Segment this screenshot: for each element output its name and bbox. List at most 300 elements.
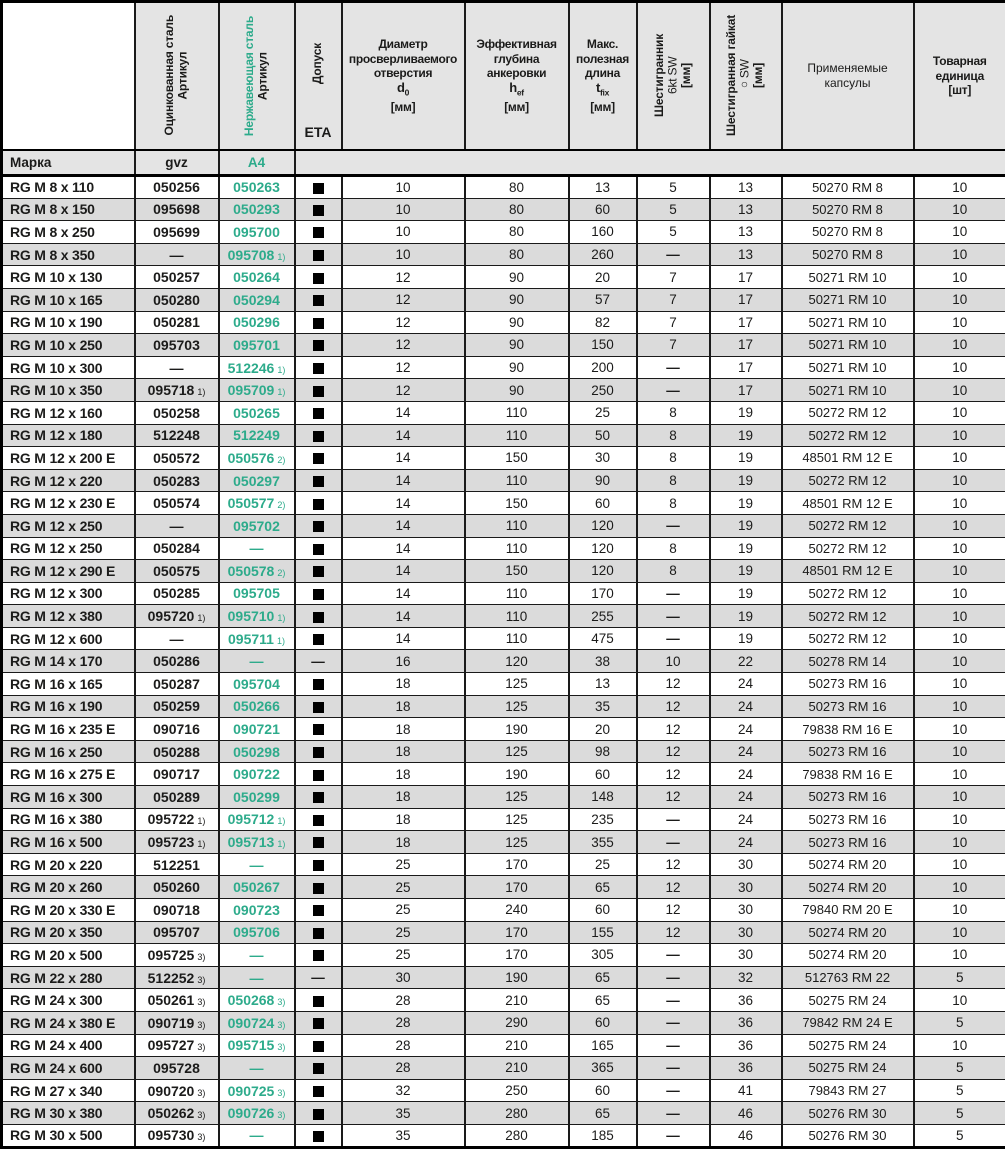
cell-drill-diameter: 18: [342, 808, 465, 831]
cell-a4-article: 050267: [219, 876, 295, 899]
cell-drill-diameter: 12: [342, 379, 465, 402]
cell-eta: [295, 537, 342, 560]
cell-capsule: 50273 RM 16: [782, 831, 914, 854]
cell-marka: RG M 24 x 600: [2, 1057, 135, 1080]
header-approval: [295, 2, 342, 150]
cell-gvz-article: 050288: [135, 740, 219, 763]
cell-hex-sw: 12: [637, 718, 710, 741]
cell-a4-article: 050265: [219, 401, 295, 424]
cell-eta: [295, 763, 342, 786]
cell-nut-sw: 13: [710, 243, 782, 266]
cell-sales-unit: 10: [914, 786, 1005, 809]
cell-eta: [295, 695, 342, 718]
header-hex-nut: [710, 2, 782, 150]
cell-hex-sw: 12: [637, 853, 710, 876]
cell-useful-length: 235: [569, 808, 637, 831]
cell-marka: RG M 10 x 250: [2, 334, 135, 357]
cell-capsule: 50271 RM 10: [782, 379, 914, 402]
cell-eta: [295, 966, 342, 989]
header-drill-unit: [мм]: [391, 100, 416, 115]
cell-gvz-article: 050575: [135, 560, 219, 583]
table-row: [2, 740, 1005, 763]
header-drill-line2: просверливаемого: [349, 52, 457, 67]
cell-drill-diameter: 12: [342, 334, 465, 357]
eta-approved-square-icon: [313, 702, 324, 713]
cell-hex-sw: 12: [637, 899, 710, 922]
cell-nut-sw: 13: [710, 221, 782, 244]
eta-approved-square-icon: [313, 1131, 324, 1142]
cell-nut-sw: 19: [710, 627, 782, 650]
cell-useful-length: 120: [569, 537, 637, 560]
cell-useful-length: 185: [569, 1124, 637, 1147]
table-row: [2, 560, 1005, 583]
cell-eta: [295, 198, 342, 221]
table-row: [2, 1034, 1005, 1057]
cell-gvz-article: 050287: [135, 673, 219, 696]
cell-useful-length: 305: [569, 944, 637, 967]
cell-hex-sw: —: [637, 379, 710, 402]
cell-capsule: 50270 RM 8: [782, 243, 914, 266]
cell-a4-article: 050268 3): [219, 989, 295, 1012]
cell-capsule: 50270 RM 8: [782, 176, 914, 199]
cell-marka: RG M 12 x 380: [2, 605, 135, 628]
cell-marka: RG M 16 x 235 E: [2, 718, 135, 741]
cell-eta: [295, 514, 342, 537]
cell-marka: RG M 12 x 160: [2, 401, 135, 424]
cell-capsule: 50276 RM 30: [782, 1124, 914, 1147]
table-row: [2, 334, 1005, 357]
cell-capsule: 48501 RM 12 E: [782, 492, 914, 515]
cell-useful-length: 35: [569, 695, 637, 718]
table-row: [2, 650, 1005, 673]
cell-nut-sw: 17: [710, 266, 782, 289]
cell-anchor-depth: 150: [465, 447, 569, 470]
cell-gvz-article: 050285: [135, 582, 219, 605]
table-row: [2, 311, 1005, 334]
cell-anchor-depth: 90: [465, 334, 569, 357]
header-stainless-line1: Нержавеющая сталь: [243, 16, 257, 136]
cell-anchor-depth: 110: [465, 627, 569, 650]
cell-marka: RG M 16 x 380: [2, 808, 135, 831]
eta-approved-square-icon: [313, 227, 324, 238]
header-row-sub: [2, 150, 1005, 176]
cell-hex-sw: 12: [637, 786, 710, 809]
table-row: [2, 537, 1005, 560]
cell-a4-article: 095701: [219, 334, 295, 357]
cell-useful-length: 165: [569, 1034, 637, 1057]
eta-approved-square-icon: [313, 318, 324, 329]
cell-drill-diameter: 14: [342, 492, 465, 515]
cell-drill-diameter: 35: [342, 1102, 465, 1125]
eta-approved-square-icon: [313, 679, 324, 690]
footnote-marker: 1): [277, 816, 285, 826]
cell-capsule: 50274 RM 20: [782, 876, 914, 899]
table-row: [2, 401, 1005, 424]
footnote-marker: 1): [277, 387, 285, 397]
cell-hex-sw: 7: [637, 311, 710, 334]
cell-marka: RG M 8 x 250: [2, 221, 135, 244]
cell-marka: RG M 10 x 130: [2, 266, 135, 289]
eta-approved-square-icon: [313, 544, 324, 555]
footnote-marker: 1): [197, 816, 205, 826]
cell-capsule: 50271 RM 10: [782, 356, 914, 379]
cell-gvz-article: 512252 3): [135, 966, 219, 989]
table-row: [2, 808, 1005, 831]
cell-marka: RG M 10 x 165: [2, 288, 135, 311]
cell-sales-unit: 10: [914, 876, 1005, 899]
cell-capsule: 50272 RM 12: [782, 514, 914, 537]
cell-drill-diameter: 10: [342, 221, 465, 244]
cell-hex-sw: 10: [637, 650, 710, 673]
cell-useful-length: 65: [569, 989, 637, 1012]
header-useful-length: [569, 2, 637, 150]
cell-sales-unit: 5: [914, 1057, 1005, 1080]
cell-drill-diameter: 18: [342, 763, 465, 786]
cell-nut-sw: 36: [710, 1011, 782, 1034]
cell-useful-length: 50: [569, 424, 637, 447]
cell-hex-sw: 8: [637, 492, 710, 515]
footnote-marker: 1): [197, 839, 205, 849]
cell-gvz-article: 095725 3): [135, 944, 219, 967]
cell-a4-article: —: [219, 853, 295, 876]
cell-anchor-depth: 80: [465, 221, 569, 244]
eta-approved-square-icon: [313, 905, 324, 916]
cell-gvz-article: 050284: [135, 537, 219, 560]
cell-gvz-article: —: [135, 243, 219, 266]
header-drill-line1: Диаметр: [378, 37, 427, 52]
cell-anchor-depth: 240: [465, 899, 569, 922]
cell-nut-sw: 32: [710, 966, 782, 989]
cell-marka: RG M 10 x 190: [2, 311, 135, 334]
cell-hex-sw: —: [637, 944, 710, 967]
cell-gvz-article: 095730 3): [135, 1124, 219, 1147]
cell-sales-unit: 10: [914, 447, 1005, 470]
cell-anchor-depth: 190: [465, 763, 569, 786]
header-depth-line3: анкеровки: [487, 66, 546, 81]
cell-useful-length: 60: [569, 763, 637, 786]
header-drill-diameter: [342, 2, 465, 150]
cell-gvz-article: 512248: [135, 424, 219, 447]
cell-marka: RG M 22 x 280: [2, 966, 135, 989]
cell-anchor-depth: 125: [465, 740, 569, 763]
cell-sales-unit: 10: [914, 266, 1005, 289]
cell-hex-sw: 12: [637, 695, 710, 718]
cell-marka: RG M 12 x 180: [2, 424, 135, 447]
cell-marka: RG M 10 x 350: [2, 379, 135, 402]
cell-anchor-depth: 90: [465, 266, 569, 289]
header-hex-nut-line2: ○SW: [739, 15, 753, 136]
cell-anchor-depth: 125: [465, 831, 569, 854]
cell-sales-unit: 5: [914, 1079, 1005, 1102]
eta-approved-square-icon: [313, 453, 324, 464]
cell-eta: [295, 605, 342, 628]
cell-useful-length: 365: [569, 1057, 637, 1080]
header-sub-spacer: [295, 150, 1005, 176]
cell-anchor-depth: 110: [465, 424, 569, 447]
cell-anchor-depth: 90: [465, 311, 569, 334]
cell-marka: RG M 10 x 300: [2, 356, 135, 379]
cell-anchor-depth: 290: [465, 1011, 569, 1034]
header-length-line3: длина: [585, 66, 620, 81]
cell-hex-sw: 5: [637, 221, 710, 244]
header-marka-label: Марка: [2, 150, 135, 176]
cell-nut-sw: 19: [710, 537, 782, 560]
cell-capsule: 50272 RM 12: [782, 582, 914, 605]
cell-gvz-article: 095703: [135, 334, 219, 357]
cell-anchor-depth: 280: [465, 1102, 569, 1125]
eta-approved-square-icon: [313, 815, 324, 826]
cell-a4-article: —: [219, 966, 295, 989]
cell-hex-sw: —: [637, 831, 710, 854]
cell-anchor-depth: 150: [465, 492, 569, 515]
cell-hex-sw: —: [637, 627, 710, 650]
cell-sales-unit: 10: [914, 198, 1005, 221]
cell-eta: [295, 311, 342, 334]
cell-a4-article: 095700: [219, 221, 295, 244]
cell-capsule: 50272 RM 12: [782, 627, 914, 650]
cell-anchor-depth: 90: [465, 288, 569, 311]
cell-drill-diameter: 14: [342, 627, 465, 650]
cell-capsule: 50272 RM 12: [782, 605, 914, 628]
cell-drill-diameter: 30: [342, 966, 465, 989]
cell-eta: [295, 379, 342, 402]
cell-gvz-article: 090720 3): [135, 1079, 219, 1102]
cell-capsule: 50276 RM 30: [782, 1102, 914, 1125]
header-hex-nut-line1: Шестигранная гайкаt: [725, 15, 739, 136]
table-row: [2, 1102, 1005, 1125]
cell-a4-article: 050293: [219, 198, 295, 221]
cell-sales-unit: 10: [914, 492, 1005, 515]
cell-marka: RG M 14 x 170: [2, 650, 135, 673]
cell-nut-sw: 24: [710, 786, 782, 809]
eta-approved-square-icon: [313, 1041, 324, 1052]
cell-anchor-depth: 170: [465, 876, 569, 899]
cell-a4-article: 095709 1): [219, 379, 295, 402]
cell-hex-sw: —: [637, 243, 710, 266]
cell-hex-sw: 8: [637, 560, 710, 583]
cell-a4-article: 090722: [219, 763, 295, 786]
header-length-unit: [мм]: [590, 100, 615, 115]
table-row: [2, 673, 1005, 696]
header-sales-unit-line2: единица: [936, 69, 984, 84]
cell-drill-diameter: 10: [342, 243, 465, 266]
cell-sales-unit: 10: [914, 627, 1005, 650]
cell-useful-length: 65: [569, 966, 637, 989]
cell-marka: RG M 12 x 230 E: [2, 492, 135, 515]
header-length-symbol: $t_{fix}$: [596, 81, 609, 100]
table-body: [2, 176, 1005, 1148]
cell-eta: [295, 469, 342, 492]
cell-eta: [295, 831, 342, 854]
cell-nut-sw: 36: [710, 989, 782, 1012]
cell-a4-article: 095708 1): [219, 243, 295, 266]
cell-a4-article: 095706: [219, 921, 295, 944]
table-row: [2, 492, 1005, 515]
eta-approved-square-icon: [313, 273, 324, 284]
cell-a4-article: 090723: [219, 899, 295, 922]
header-galvanized-steel: [135, 2, 219, 150]
cell-nut-sw: 13: [710, 176, 782, 199]
cell-eta: [295, 1102, 342, 1125]
cell-a4-article: 050299: [219, 786, 295, 809]
header-hex-nut-unit: [мм]: [752, 15, 766, 136]
cell-a4-article: 050294: [219, 288, 295, 311]
cell-hex-sw: —: [637, 1079, 710, 1102]
eta-approved-square-icon: [313, 1086, 324, 1097]
eta-approved-square-icon: [313, 792, 324, 803]
cell-useful-length: 200: [569, 356, 637, 379]
cell-sales-unit: 10: [914, 853, 1005, 876]
cell-sales-unit: 10: [914, 176, 1005, 199]
header-length-line2: полезная: [576, 52, 629, 67]
cell-drill-diameter: 28: [342, 1057, 465, 1080]
cell-sales-unit: 10: [914, 899, 1005, 922]
header-hexagon-unit: [мм]: [680, 34, 694, 117]
cell-nut-sw: 19: [710, 582, 782, 605]
table-row: [2, 1079, 1005, 1102]
cell-hex-sw: 12: [637, 921, 710, 944]
cell-eta: [295, 334, 342, 357]
eta-approved-square-icon: [313, 205, 324, 216]
cell-sales-unit: 10: [914, 831, 1005, 854]
cell-sales-unit: 10: [914, 514, 1005, 537]
header-sales-unit-line3: [шт]: [948, 83, 971, 98]
cell-capsule: 50270 RM 8: [782, 198, 914, 221]
cell-capsule: 50272 RM 12: [782, 424, 914, 447]
cell-a4-article: 095705: [219, 582, 295, 605]
cell-eta: [295, 560, 342, 583]
cell-hex-sw: —: [637, 989, 710, 1012]
cell-capsule: 79843 RM 27: [782, 1079, 914, 1102]
footnote-marker: 1): [197, 387, 205, 397]
cell-useful-length: 60: [569, 1011, 637, 1034]
cell-a4-article: —: [219, 944, 295, 967]
cell-a4-article: 050266: [219, 695, 295, 718]
eta-dash: —: [311, 654, 325, 669]
cell-hex-sw: 8: [637, 424, 710, 447]
cell-sales-unit: 10: [914, 334, 1005, 357]
table-row: [2, 627, 1005, 650]
header-stainless-steel: [219, 2, 295, 150]
cell-a4-article: 050297: [219, 469, 295, 492]
cell-nut-sw: 19: [710, 469, 782, 492]
cell-a4-article: 050264: [219, 266, 295, 289]
eta-approved-square-icon: [313, 928, 324, 939]
header-sales-unit-line1: Товарная: [933, 54, 987, 69]
cell-marka: RG M 8 x 350: [2, 243, 135, 266]
cell-useful-length: 160: [569, 221, 637, 244]
cell-nut-sw: 36: [710, 1057, 782, 1080]
cell-a4-article: 050576 2): [219, 447, 295, 470]
header-galvanized-line1: Оцинкованная сталь: [163, 15, 177, 136]
cell-a4-article: 095715 3): [219, 1034, 295, 1057]
table-row: [2, 266, 1005, 289]
cell-hex-sw: —: [637, 1124, 710, 1147]
cell-useful-length: 255: [569, 605, 637, 628]
header-length-line1: Макс.: [587, 37, 618, 52]
cell-useful-length: 13: [569, 176, 637, 199]
eta-approved-square-icon: [313, 770, 324, 781]
cell-gvz-article: 090716: [135, 718, 219, 741]
cell-sales-unit: 10: [914, 560, 1005, 583]
cell-a4-article: —: [219, 650, 295, 673]
cell-drill-diameter: 10: [342, 198, 465, 221]
eta-approved-square-icon: [313, 747, 324, 758]
cell-marka: RG M 8 x 110: [2, 176, 135, 199]
cell-capsule: 50272 RM 12: [782, 537, 914, 560]
cell-hex-sw: 7: [637, 334, 710, 357]
cell-gvz-article: 050289: [135, 786, 219, 809]
eta-approved-square-icon: [313, 589, 324, 600]
cell-drill-diameter: 25: [342, 876, 465, 899]
header-drill-symbol: $d_0$: [397, 81, 409, 100]
cell-eta: [295, 876, 342, 899]
cell-a4-article: 050298: [219, 740, 295, 763]
cell-a4-article: 090721: [219, 718, 295, 741]
cell-gvz-article: 050258: [135, 401, 219, 424]
eta-approved-square-icon: [313, 996, 324, 1007]
cell-hex-sw: 5: [637, 198, 710, 221]
cell-capsule: 48501 RM 12 E: [782, 447, 914, 470]
cell-hex-sw: 12: [637, 740, 710, 763]
table-row: [2, 176, 1005, 199]
cell-capsule: 79838 RM 16 E: [782, 718, 914, 741]
cell-drill-diameter: 14: [342, 447, 465, 470]
cell-a4-article: 512249: [219, 424, 295, 447]
cell-gvz-article: —: [135, 627, 219, 650]
cell-useful-length: 90: [569, 469, 637, 492]
cell-marka: RG M 12 x 600: [2, 627, 135, 650]
eta-approved-square-icon: [313, 408, 324, 419]
cell-sales-unit: 10: [914, 695, 1005, 718]
cell-eta: [295, 1079, 342, 1102]
cell-capsule: 50275 RM 24: [782, 1057, 914, 1080]
cell-useful-length: 148: [569, 786, 637, 809]
cell-anchor-depth: 120: [465, 650, 569, 673]
cell-capsule: 50271 RM 10: [782, 266, 914, 289]
cell-marka: RG M 20 x 350: [2, 921, 135, 944]
cell-anchor-depth: 170: [465, 921, 569, 944]
cell-anchor-depth: 210: [465, 1034, 569, 1057]
cell-nut-sw: 19: [710, 514, 782, 537]
cell-marka: RG M 30 x 500: [2, 1124, 135, 1147]
cell-capsule: 512763 RM 22: [782, 966, 914, 989]
cell-drill-diameter: 28: [342, 1034, 465, 1057]
cell-anchor-depth: 110: [465, 582, 569, 605]
cell-anchor-depth: 280: [465, 1124, 569, 1147]
cell-marka: RG M 20 x 500: [2, 944, 135, 967]
cell-sales-unit: 10: [914, 356, 1005, 379]
header-eta-label: ETA: [305, 124, 332, 149]
cell-useful-length: 60: [569, 198, 637, 221]
footnote-marker: 1): [277, 636, 285, 646]
cell-gvz-article: 050262 3): [135, 1102, 219, 1125]
cell-drill-diameter: 16: [342, 650, 465, 673]
cell-capsule: 79842 RM 24 E: [782, 1011, 914, 1034]
cell-hex-sw: —: [637, 1011, 710, 1034]
cell-anchor-depth: 150: [465, 560, 569, 583]
cell-nut-sw: 30: [710, 853, 782, 876]
cell-nut-sw: 19: [710, 492, 782, 515]
footnote-marker: 3): [197, 975, 205, 985]
eta-approved-square-icon: [313, 612, 324, 623]
cell-anchor-depth: 110: [465, 605, 569, 628]
cell-gvz-article: 050574: [135, 492, 219, 515]
cell-a4-article: 050263: [219, 176, 295, 199]
cell-anchor-depth: 110: [465, 514, 569, 537]
table-row: [2, 966, 1005, 989]
cell-sales-unit: 10: [914, 989, 1005, 1012]
